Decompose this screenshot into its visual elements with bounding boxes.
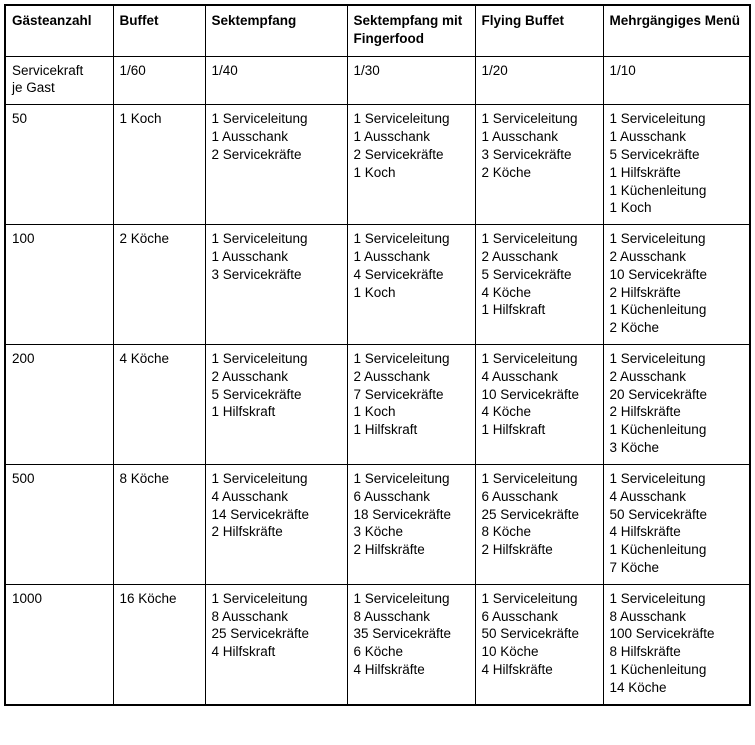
staffing-cell bbox=[603, 584, 750, 704]
cell-line: 8 Köche bbox=[481, 524, 532, 540]
cell-line: 1 Serviceleitung bbox=[481, 590, 578, 606]
staffing-cell bbox=[205, 105, 347, 225]
cell-line: 1 Serviceleitung bbox=[481, 351, 578, 366]
staffing-cell bbox=[347, 584, 475, 704]
cell-line: 1 Serviceleitung bbox=[353, 231, 450, 247]
staffing-table bbox=[4, 4, 751, 706]
cell-line: 1 Serviceleitung bbox=[211, 231, 308, 247]
cell-line: 7 Servicekräfte bbox=[353, 386, 444, 402]
cell-line: 50 Servicekräfte bbox=[609, 506, 708, 522]
cell-line: 4 Hilfskraft bbox=[211, 644, 276, 660]
cell-line: 20 Servicekräfte bbox=[609, 386, 708, 402]
cell-line: 6 Ausschank bbox=[481, 488, 559, 504]
staffing-cell bbox=[603, 56, 750, 105]
cell-line: 6 Köche bbox=[353, 644, 404, 660]
cell-line: 6 Ausschank bbox=[481, 608, 559, 624]
cell-line: 1/60 bbox=[119, 62, 146, 78]
staffing-cell bbox=[603, 345, 750, 465]
cell-line: 1/30 bbox=[353, 62, 380, 78]
staffing-cell bbox=[205, 225, 347, 345]
staffing-cell bbox=[347, 464, 475, 584]
table-row bbox=[5, 56, 750, 105]
cell-line: 1 Küchenleitung bbox=[609, 662, 707, 677]
cell-line: 5 Servicekräfte bbox=[211, 386, 302, 402]
cell-line: 2 Köche bbox=[119, 231, 170, 247]
cell-line: 10 Servicekräfte bbox=[481, 386, 580, 402]
staffing-cell bbox=[475, 56, 603, 105]
cell-line: 50 bbox=[12, 111, 28, 127]
staffing-cell bbox=[113, 584, 205, 704]
table-row bbox=[5, 345, 750, 465]
cell-line: 1 Serviceleitung bbox=[609, 470, 706, 486]
table-row bbox=[5, 584, 750, 704]
cell-line: 1 Serviceleitung bbox=[481, 111, 578, 127]
cell-line: 4 Ausschank bbox=[481, 368, 559, 384]
cell-line: 1 Koch bbox=[609, 200, 652, 216]
cell-line: 8 Hilfskräfte bbox=[609, 644, 681, 660]
cell-line: 25 Servicekräfte bbox=[211, 626, 310, 642]
staffing-cell bbox=[347, 105, 475, 225]
cell-line: 7 Köche bbox=[609, 559, 660, 575]
cell-line: 14 Köche bbox=[609, 679, 667, 695]
row-label-cell bbox=[5, 56, 113, 105]
cell-line: 5 Servicekräfte bbox=[481, 266, 572, 282]
row-label-cell bbox=[5, 105, 113, 225]
cell-line: 35 Servicekräfte bbox=[353, 626, 452, 642]
row-label-cell bbox=[5, 225, 113, 345]
table-body bbox=[5, 56, 750, 705]
table-header-row bbox=[5, 5, 750, 56]
cell-line: 4 Hilfskräfte bbox=[609, 524, 681, 540]
cell-line: 2 Hilfskräfte bbox=[609, 284, 681, 300]
cell-line: 1 Serviceleitung bbox=[211, 590, 308, 606]
cell-line: 1/20 bbox=[481, 62, 508, 78]
cell-line: 4 Köche bbox=[481, 284, 532, 300]
cell-line: 1 Serviceleitung bbox=[609, 351, 706, 366]
cell-line: 14 Servicekräfte bbox=[211, 506, 310, 522]
cell-line: 25 Servicekräfte bbox=[481, 506, 580, 522]
cell-line: 1 Koch bbox=[353, 284, 396, 300]
cell-line: 18 Servicekräfte bbox=[353, 506, 452, 522]
staffing-cell bbox=[347, 345, 475, 465]
cell-line: 1 Küchenleitung bbox=[609, 422, 707, 438]
cell-line: 1000 bbox=[12, 590, 43, 606]
cell-line: 1 Küchenleitung bbox=[609, 182, 707, 198]
table-row bbox=[5, 464, 750, 584]
staffing-cell bbox=[205, 345, 347, 465]
cell-line: 4 Köche bbox=[119, 351, 170, 366]
cell-line: 1 Hilfskräfte bbox=[609, 164, 681, 180]
cell-line: 5 Servicekräfte bbox=[609, 146, 700, 162]
cell-line: 1 Hilfskraft bbox=[481, 422, 546, 438]
staffing-cell bbox=[205, 584, 347, 704]
cell-line: 2 Ausschank bbox=[481, 248, 559, 264]
cell-line: 4 Servicekräfte bbox=[353, 266, 444, 282]
staffing-cell bbox=[603, 105, 750, 225]
cell-line: 2 Hilfskräfte bbox=[353, 542, 425, 558]
staffing-cell bbox=[113, 345, 205, 465]
cell-line: 50 Servicekräfte bbox=[481, 626, 580, 642]
cell-line: 1 Serviceleitung bbox=[353, 351, 450, 366]
cell-line: 4 Hilfskräfte bbox=[481, 662, 553, 677]
cell-line: 2 Ausschank bbox=[353, 368, 431, 384]
cell-line: 1 Küchenleitung bbox=[609, 542, 707, 558]
cell-line: 4 Köche bbox=[481, 404, 532, 420]
cell-line: 1 Ausschank bbox=[211, 129, 289, 145]
cell-line: 1 Koch bbox=[119, 111, 162, 127]
cell-line: 2 Köche bbox=[481, 164, 532, 180]
cell-line: 1 Koch bbox=[353, 404, 396, 420]
cell-line: 8 Köche bbox=[119, 470, 170, 486]
staffing-cell bbox=[475, 464, 603, 584]
column-header-flying-buffet: Flying Buffet bbox=[475, 5, 603, 56]
staffing-cell bbox=[475, 345, 603, 465]
staffing-cell bbox=[205, 56, 347, 105]
cell-line: 8 Ausschank bbox=[211, 608, 289, 624]
cell-line: 1 Hilfskraft bbox=[353, 422, 418, 438]
cell-line: 3 Servicekräfte bbox=[481, 146, 572, 162]
staffing-cell bbox=[475, 105, 603, 225]
cell-line: 8 Ausschank bbox=[353, 608, 431, 624]
cell-line: 4 Hilfskräfte bbox=[353, 662, 425, 677]
cell-line: 2 Ausschank bbox=[609, 248, 687, 264]
column-header-buffet: Buffet bbox=[113, 5, 205, 56]
cell-line: 2 Servicekräfte bbox=[353, 146, 444, 162]
staffing-cell bbox=[475, 225, 603, 345]
staffing-cell bbox=[113, 105, 205, 225]
cell-line: 1 Hilfskraft bbox=[211, 404, 276, 420]
cell-line: 2 Hilfskräfte bbox=[211, 524, 283, 540]
staffing-cell bbox=[113, 225, 205, 345]
cell-line: 1 Serviceleitung bbox=[609, 231, 706, 247]
cell-line: 1 Ausschank bbox=[211, 248, 289, 264]
cell-line: 6 Ausschank bbox=[353, 488, 431, 504]
cell-line: 1 Serviceleitung bbox=[481, 231, 578, 247]
cell-line: 1 Serviceleitung bbox=[211, 351, 308, 366]
staffing-cell bbox=[603, 225, 750, 345]
cell-line: 3 Köche bbox=[353, 524, 404, 540]
cell-line: 16 Köche bbox=[119, 590, 177, 606]
cell-line: 1 Serviceleitung bbox=[211, 470, 308, 486]
cell-line: 2 Ausschank bbox=[609, 368, 687, 384]
cell-line: 2 Ausschank bbox=[211, 368, 289, 384]
cell-line: 1 Hilfskraft bbox=[481, 302, 546, 318]
row-label-cell bbox=[5, 584, 113, 704]
row-label-cell bbox=[5, 464, 113, 584]
staffing-cell bbox=[113, 464, 205, 584]
cell-line: 2 Servicekräfte bbox=[211, 146, 302, 162]
table-row bbox=[5, 225, 750, 345]
staffing-cell bbox=[347, 225, 475, 345]
cell-line: 4 Ausschank bbox=[211, 488, 289, 504]
cell-line: 1/10 bbox=[609, 62, 636, 78]
staffing-cell bbox=[603, 464, 750, 584]
staffing-cell bbox=[113, 56, 205, 105]
table-row bbox=[5, 105, 750, 225]
cell-line: 1 Koch bbox=[353, 164, 396, 180]
staffing-cell bbox=[347, 56, 475, 105]
cell-line: 200 bbox=[12, 351, 35, 366]
cell-line: 2 Köche bbox=[609, 320, 660, 336]
cell-line: 1/40 bbox=[211, 62, 238, 78]
cell-line: 4 Ausschank bbox=[609, 488, 687, 504]
cell-line: 1 Serviceleitung bbox=[211, 111, 308, 127]
cell-line: 1 Serviceleitung bbox=[353, 590, 450, 606]
cell-line: 10 Köche bbox=[481, 644, 539, 660]
cell-line: 100 bbox=[12, 231, 35, 247]
cell-line: Servicekraft bbox=[12, 62, 84, 78]
column-header-sektempfang: Sektempfang bbox=[205, 5, 347, 56]
column-header-guest-count: Gästeanzahl bbox=[5, 5, 113, 56]
cell-line: 500 bbox=[12, 470, 35, 486]
cell-line: 2 Hilfskräfte bbox=[481, 542, 553, 558]
cell-line: 3 Servicekräfte bbox=[211, 266, 302, 282]
cell-line: 1 Serviceleitung bbox=[609, 111, 706, 127]
cell-line: 8 Ausschank bbox=[609, 608, 687, 624]
cell-line: 1 Küchenleitung bbox=[609, 302, 707, 318]
cell-line: 100 Servicekräfte bbox=[609, 626, 715, 642]
cell-line: 1 Ausschank bbox=[609, 129, 687, 145]
table-header bbox=[5, 5, 750, 56]
cell-line: 3 Köche bbox=[609, 440, 660, 456]
staffing-cell bbox=[205, 464, 347, 584]
cell-line: 10 Servicekräfte bbox=[609, 266, 708, 282]
cell-line: 2 Hilfskräfte bbox=[609, 404, 681, 420]
cell-line: je Gast bbox=[12, 80, 55, 96]
column-header-sektempfang-fingerfood: Sektempfang mit Fingerfood bbox=[347, 5, 475, 56]
cell-line: 1 Ausschank bbox=[353, 129, 431, 145]
cell-line: 1 Serviceleitung bbox=[353, 470, 450, 486]
cell-line: 1 Ausschank bbox=[481, 129, 559, 145]
cell-line: 1 Serviceleitung bbox=[609, 590, 706, 606]
cell-line: 1 Serviceleitung bbox=[481, 470, 578, 486]
staffing-cell bbox=[475, 584, 603, 704]
row-label-cell bbox=[5, 345, 113, 465]
column-header-mehrgaengiges-menue: Mehrgängiges Menü bbox=[603, 5, 750, 56]
cell-line: 1 Ausschank bbox=[353, 248, 431, 264]
cell-line: 1 Serviceleitung bbox=[353, 111, 450, 127]
